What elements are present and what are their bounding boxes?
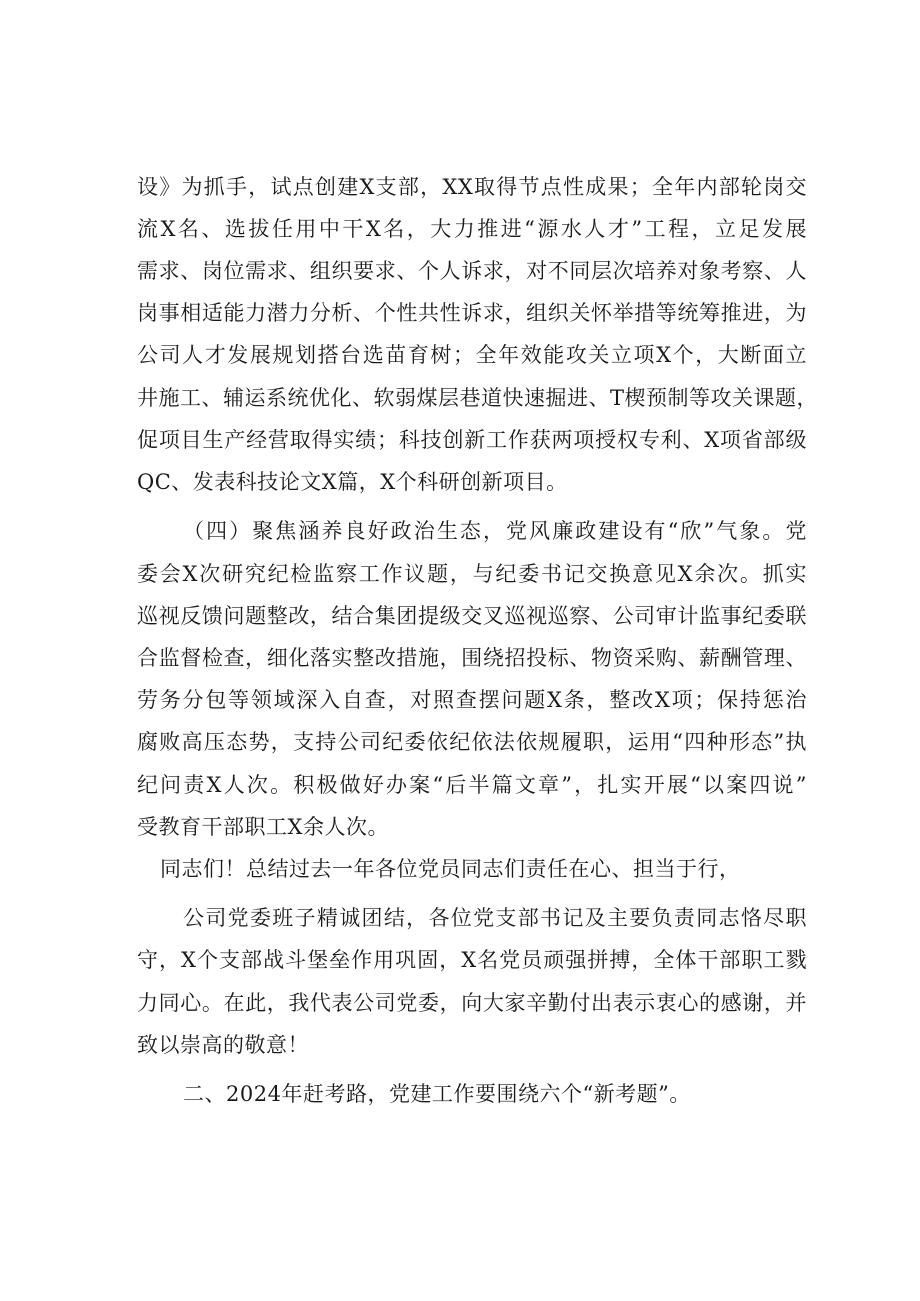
text-line: 流X名、选拔任用中干X名，大力推进“源水人才”工程，立足发展 — [137, 217, 807, 241]
text-line: 巡视反馈问题整改，结合集团提级交叉巡视巡察、公司审计监事纪委联 — [137, 604, 807, 628]
text-line: 劳务分包等领域深入自查，对照查摆问题X条，整改X项；保持惩治 — [137, 688, 807, 712]
text-line: 受教育干部职工X余人次。 — [137, 815, 389, 839]
text-line: 致以崇高的敬意！ — [137, 1033, 309, 1057]
text-line: 公司人才发展规划搭台选苗育树；全年效能攻关立项X个，大断面立 — [137, 343, 807, 367]
text-line: 纪问责X人次。积极做好办案“后半篇文章”，扎实开展“以案四说” — [137, 773, 807, 797]
text-line: 需求、岗位需求、组织要求、个人诉求，对不同层次培养对象考察、人 — [137, 259, 807, 283]
section-heading: 二、2024年赶考路，党建工作要围绕六个“新考题”。 — [183, 1082, 691, 1106]
text-line: 设》为抓手，试点创建X支部，XX取得节点性成果；全年内部轮岗交 — [137, 175, 807, 199]
text-line: 促项目生产经营取得实绩；科技创新工作获两项授权专利、X项省部级 — [137, 428, 807, 452]
text-line: （四）聚焦涵养良好政治生态，党风廉政建设有“欣”气象。党 — [183, 519, 807, 543]
text-line: 腐败高压态势，支持公司纪委依纪依法依规履职，运用“四种形态”执 — [137, 730, 807, 754]
text-line: 合监督检查，细化落实整改措施，围绕招投标、物资采购、薪酬管理、 — [137, 646, 807, 670]
text-line: 公司党委班子精诚团结，各位党支部书记及主要负责同志恪尽职 — [183, 906, 807, 930]
text-line: 委会X次研究纪检监察工作议题，与纪委书记交换意见X余次。抓实 — [137, 562, 807, 586]
text-line: 井施工、辅运系统优化、软弱煤层巷道快速掘进、T楔预制等攻关课题， — [137, 386, 819, 410]
text-line: QC、发表科技论文X篇，X个科研创新项目。 — [137, 470, 568, 494]
text-line: 守，X个支部战斗堡垒作用巩固，X名党员顽强拼搏，全体干部职工戮 — [137, 948, 807, 972]
text-line: 力同心。在此，我代表公司党委，向大家辛勤付出表示衷心的感谢，并 — [137, 991, 807, 1015]
text-line: 岗事相适能力潜力分析、个性共性诉求，组织关怀举措等统筹推进，为 — [137, 301, 807, 325]
text-line: 同志们！总结过去一年各位党员同志们责任在心、担当于行， — [160, 857, 741, 881]
